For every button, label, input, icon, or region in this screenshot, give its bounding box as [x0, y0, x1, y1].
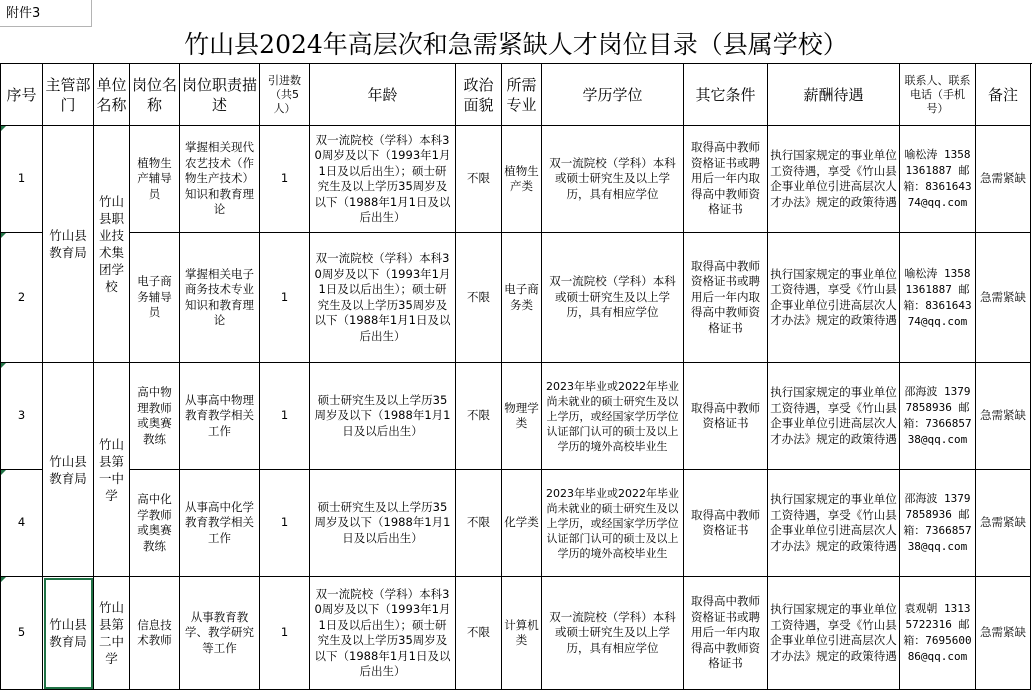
header-row — [1, 64, 1031, 126]
contact-cell[interactable]: 邵海波 13797858936 邮箱：736685738@qq.com — [900, 470, 976, 577]
count-cell[interactable]: 1 — [260, 126, 310, 233]
header-duty[interactable]: 岗位职责描述 — [180, 64, 260, 126]
header-major[interactable]: 所需专业 — [502, 64, 542, 126]
duty-cell[interactable]: 掌握相关现代农艺技术（作物生产技术）知识和教育理论 — [180, 126, 260, 233]
note-cell[interactable]: 急需紧缺 — [976, 577, 1031, 690]
edu-cell[interactable] — [542, 577, 684, 690]
document-title[interactable]: 竹山县2024年高层次和急需紧缺人才岗位目录（县属学校） — [0, 27, 1032, 64]
age-cell[interactable] — [310, 363, 456, 470]
other-cell[interactable]: 取得高中教师资格证书 — [684, 470, 768, 577]
duty-cell[interactable]: 从事高中化学教育教学相关工作 — [180, 470, 260, 577]
other-cell[interactable]: 取得高中教师资格证书或聘用后一年内取得高中教师资格证书 — [684, 126, 768, 233]
pay-cell[interactable]: 执行国家规定的事业单位工资待遇，享受《竹山县企事业单位引进高层次人才办法》规定的政策待遇 — [768, 126, 900, 233]
duty-cell[interactable]: 从事教育教学、教学研究等工作 — [180, 577, 260, 690]
header-count[interactable]: 引进数（共5人） — [260, 64, 310, 126]
contact-cell[interactable]: 袁观朝 13135722316 邮箱：769560086@qq.com — [900, 577, 976, 690]
pay-cell[interactable]: 执行国家规定的事业单位工资待遇，享受《竹山县企事业单位引进高层次人才办法》规定的政策待遇 — [768, 470, 900, 577]
header-unit[interactable]: 单位名称 — [94, 64, 130, 126]
age-text: 双一流院校（学科）本科30周岁及以下（1993年1月1日及以后出生）；硕士研究生及以上学历35周岁及以下（1988年1月1日及以后出生） — [314, 251, 451, 343]
unit-cell[interactable]: 竹山县第一中学 — [94, 363, 130, 577]
count-cell[interactable]: 1 — [260, 577, 310, 690]
age-text: 硕士研究生及以上学历35周岁及以下（1988年1月1日及以后出生） — [314, 499, 451, 545]
note-cell[interactable]: 急需紧缺 — [976, 126, 1031, 233]
age-cell[interactable] — [310, 470, 456, 577]
edu-cell[interactable] — [542, 363, 684, 470]
unit-cell[interactable]: 竹山县第二中学 — [94, 577, 130, 690]
unit-cell[interactable]: 竹山县职业技术集团学校 — [94, 126, 130, 363]
edu-text: 双一流院校（学科）本科或硕士研究生及以上学历，具有相应学位 — [549, 609, 676, 655]
header-contact[interactable]: 联系人、联系电话（手机号） — [900, 64, 976, 126]
pay-cell[interactable]: 执行国家规定的事业单位工资待遇，享受《竹山县企事业单位引进高层次人才办法》规定的政策待遇 — [768, 363, 900, 470]
header-dept[interactable]: 主管部门 — [43, 64, 94, 126]
other-cell[interactable]: 取得高中教师资格证书或聘用后一年内取得高中教师资格证书 — [684, 577, 768, 690]
post-cell[interactable]: 信息技术教师 — [130, 577, 180, 690]
post-cell[interactable]: 植物生产辅导员 — [130, 126, 180, 233]
age-cell[interactable] — [310, 233, 456, 363]
age-text: 硕士研究生及以上学历35周岁及以下（1988年1月1日及以后出生） — [314, 392, 451, 438]
table-row — [1, 577, 1031, 690]
age-cell[interactable] — [310, 577, 456, 690]
dept-cell[interactable]: 竹山县教育局 — [43, 126, 94, 363]
contact-cell[interactable]: 喻松涛 13581361887 邮箱：836164374@qq.com — [900, 233, 976, 363]
positions-table — [0, 63, 1031, 690]
duty-cell[interactable]: 掌握相关电子商务技术专业知识和教育理论 — [180, 233, 260, 363]
dept-cell[interactable]: 竹山县教育局 — [43, 363, 94, 577]
other-cell[interactable]: 取得高中教师资格证书 — [684, 363, 768, 470]
contact-cell[interactable]: 邵海波 13797858936 邮箱：736685738@qq.com — [900, 363, 976, 470]
edu-cell[interactable] — [542, 126, 684, 233]
post-cell[interactable]: 高中化学教师或奥赛教练 — [130, 470, 180, 577]
edu-text: 2023年毕业或2022年毕业尚未就业的硕士研究生及以上学历，或经国家学历学位认证部门认可的硕士及以上学历的境外高校毕业生 — [546, 379, 679, 453]
major-cell[interactable]: 化学类 — [502, 470, 542, 577]
header-edu[interactable]: 学历学位 — [542, 64, 684, 126]
header-age[interactable]: 年龄 — [310, 64, 456, 126]
table-row — [1, 233, 1031, 363]
seq-cell[interactable]: 4 — [1, 470, 43, 577]
politics-cell[interactable]: 不限 — [456, 577, 502, 690]
politics-cell[interactable]: 不限 — [456, 126, 502, 233]
major-cell[interactable]: 电子商务类 — [502, 233, 542, 363]
major-cell[interactable]: 植物生产类 — [502, 126, 542, 233]
politics-cell[interactable]: 不限 — [456, 233, 502, 363]
edu-cell[interactable] — [542, 233, 684, 363]
edu-text: 双一流院校（学科）本科或硕士研究生及以上学历，具有相应学位 — [549, 274, 676, 320]
note-cell[interactable]: 急需紧缺 — [976, 470, 1031, 577]
dept-cell-selected[interactable]: 竹山县教育局 — [43, 577, 94, 690]
count-cell[interactable]: 1 — [260, 233, 310, 363]
header-post[interactable]: 岗位名称 — [130, 64, 180, 126]
major-cell[interactable]: 物理学类 — [502, 363, 542, 470]
age-text: 双一流院校（学科）本科30周岁及以下（1993年1月1日及以后出生）；硕士研究生及以上学历35周岁及以下（1988年1月1日及以后出生） — [314, 132, 451, 224]
post-cell[interactable]: 高中物理教师或奥赛教练 — [130, 363, 180, 470]
contact-cell[interactable]: 喻松涛 13581361887 邮箱：836164374@qq.com — [900, 126, 976, 233]
seq-cell[interactable]: 2 — [1, 233, 43, 363]
age-text: 双一流院校（学科）本科30周岁及以下（1993年1月1日及以后出生）；硕士研究生及以上学历35周岁及以下（1988年1月1日及以后出生） — [314, 586, 451, 678]
header-note[interactable]: 备注 — [976, 64, 1031, 126]
table-row — [1, 126, 1031, 233]
edu-text: 2023年毕业或2022年毕业尚未就业的硕士研究生及以上学历，或经国家学历学位认证部门认可的硕士及以上学历的境外高校毕业生 — [546, 486, 679, 560]
header-other[interactable]: 其它条件 — [684, 64, 768, 126]
count-cell[interactable]: 1 — [260, 363, 310, 470]
table-row — [1, 363, 1031, 470]
duty-cell[interactable]: 从事高中物理教育教学相关工作 — [180, 363, 260, 470]
note-cell[interactable]: 急需紧缺 — [976, 363, 1031, 470]
other-cell[interactable]: 取得高中教师资格证书或聘用后一年内取得高中教师资格证书 — [684, 233, 768, 363]
age-cell[interactable] — [310, 126, 456, 233]
edu-text: 双一流院校（学科）本科或硕士研究生及以上学历，具有相应学位 — [549, 155, 676, 201]
header-politics[interactable]: 政治面貌 — [456, 64, 502, 126]
pay-cell[interactable]: 执行国家规定的事业单位工资待遇，享受《竹山县企事业单位引进高层次人才办法》规定的政策待遇 — [768, 577, 900, 690]
count-cell[interactable]: 1 — [260, 470, 310, 577]
header-seq[interactable]: 序号 — [1, 64, 43, 126]
politics-cell[interactable]: 不限 — [456, 470, 502, 577]
seq-cell[interactable]: 5 — [1, 577, 43, 690]
annex-label[interactable]: 附件3 — [0, 0, 92, 27]
seq-cell[interactable]: 3 — [1, 363, 43, 470]
header-pay[interactable]: 薪酬待遇 — [768, 64, 900, 126]
table-row — [1, 470, 1031, 577]
pay-cell[interactable]: 执行国家规定的事业单位工资待遇，享受《竹山县企事业单位引进高层次人才办法》规定的政策待遇 — [768, 233, 900, 363]
post-cell[interactable]: 电子商务辅导员 — [130, 233, 180, 363]
major-cell[interactable]: 计算机类 — [502, 577, 542, 690]
note-cell[interactable]: 急需紧缺 — [976, 233, 1031, 363]
politics-cell[interactable]: 不限 — [456, 363, 502, 470]
edu-cell[interactable] — [542, 470, 684, 577]
seq-cell[interactable]: 1 — [1, 126, 43, 233]
